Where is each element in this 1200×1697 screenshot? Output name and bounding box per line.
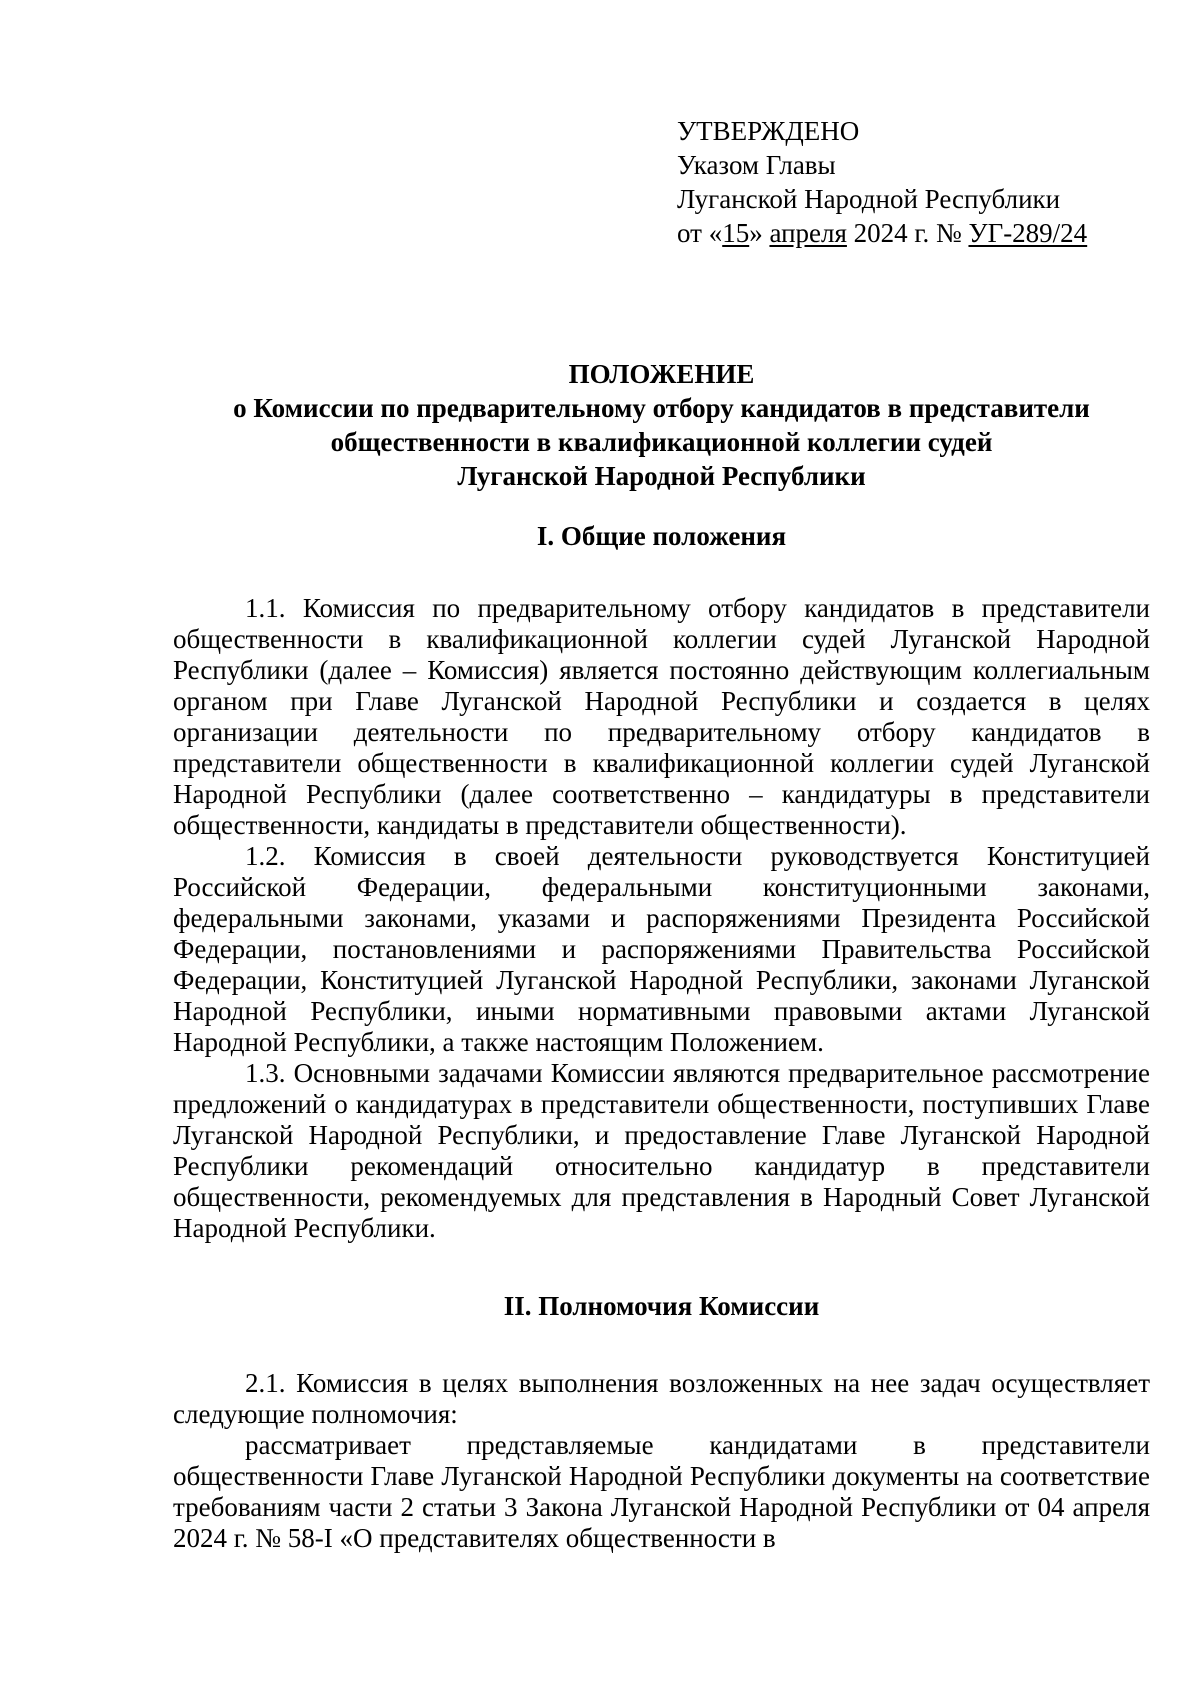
approval-number: УГ-289/24 (968, 218, 1088, 248)
paragraph-2-1-item-1: рассматривает представляемые кандидатами в представители общественности Главе Луганской Народной Республики документы на соответствие требованиям части 2 статьи 3 Закона Луганской Народной Республики от 04 апреля 2024 г. № 58-I «О представителях общественности в (173, 1430, 1150, 1553)
section-heading-general: I. Общие положения (536, 521, 787, 551)
document-title (173, 357, 1150, 493)
title-line-3: общественности в квалификационной коллегии судей (330, 427, 993, 457)
title-line-2: о Комиссии по предварительному отбору кандидатов в представители (233, 393, 1090, 423)
section-heading-powers: II. Полномочия Комиссии (503, 1291, 820, 1321)
approval-month: апреля (769, 218, 847, 248)
approval-date-line: от «15» апреля 2024 г. № УГ-289/24 (677, 218, 1088, 248)
approval-block (677, 114, 1177, 250)
paragraph-1-2: 1.2. Комиссия в своей деятельности руководствуется Конституцией Российской Федерации, федеральными конституционными законами, федеральными законами, указами и распоряжениями Президента Российской Федерации, постановлениями и распоряжениями Правительства Российской Федерации, Конституцией Луганской Народной Республики, законами Луганской Народной Республики, иными нормативными правовыми актами Луганской Народной Республики, а также настоящим Положением. (173, 841, 1150, 1057)
paragraph-1-3: 1.3. Основными задачами Комиссии являются предварительное рассмотрение предложений о кандидатурах в представители общественности, поступивших Главе Луганской Народной Республики, и предоставление Главе Луганской Народной Республики рекомендаций относительно кандидатур в представители общественности, рекомендуемых для представления в Народный Совет Луганской Народной Республики. (173, 1058, 1150, 1243)
title-line-4: Луганской Народной Республики (457, 461, 866, 491)
approval-by-decree: Указом Главы (677, 150, 836, 180)
paragraph-1-1: 1.1. Комиссия по предварительному отбору кандидатов в представители общественности в квалификационной коллегии судей Луганской Народной Республики (далее – Комиссия) является постоянно действующим коллегиальным органом при Главе Луганской Народной Республики и создается в целях организации деятельности по предварительному отбору кандидатов в представители общественности в квалификационной коллегии судей Луганской Народной Республики (далее соответственно – кандидатуры в представители общественности, кандидаты в представители общественности). (173, 593, 1150, 840)
approval-stamp: УТВЕРЖДЕНО (677, 116, 860, 146)
approval-day: 15 (722, 218, 750, 248)
approval-republic: Луганской Народной Республики (677, 184, 1061, 214)
document-body (173, 357, 1150, 1554)
paragraph-2-1: 2.1. Комиссия в целях выполнения возложенных на нее задач осуществляет следующие полномочия: (173, 1368, 1150, 1429)
title-heading: ПОЛОЖЕНИЕ (568, 359, 755, 389)
